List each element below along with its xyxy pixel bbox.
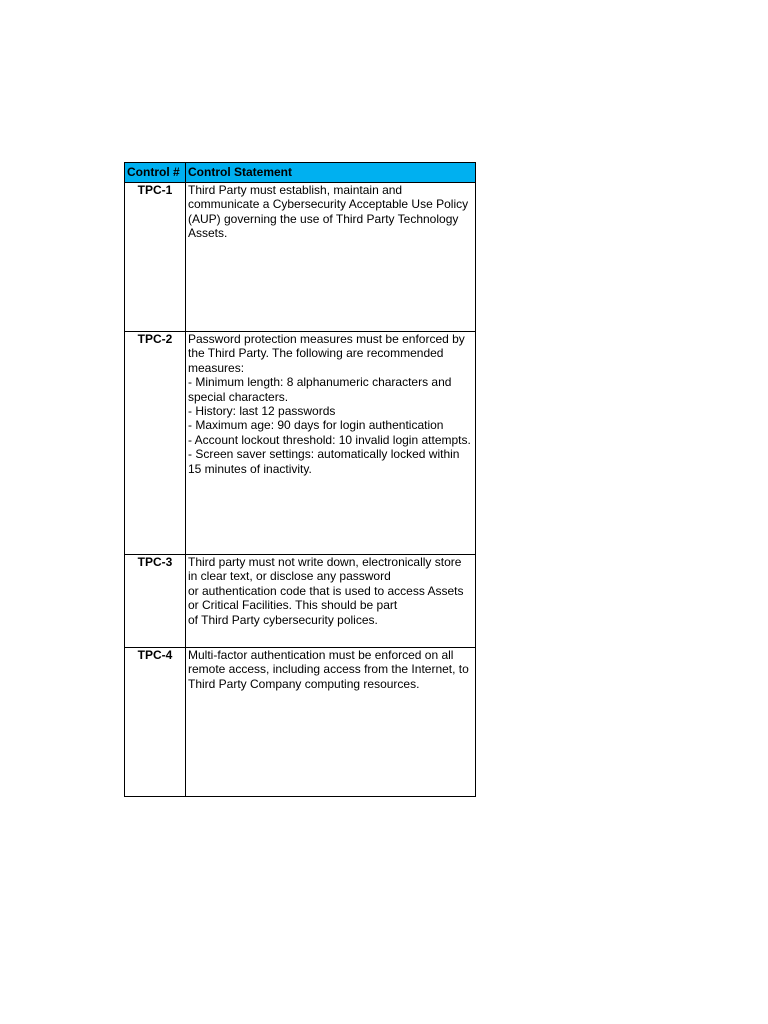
control-statement: Third party must not write down, electronically store in clear text, or disclose any password or authentication code that is used to access Assets or Critical Facilities. This should be part of Third Party cybersecurity polices. [186, 555, 476, 648]
control-id: TPC-4 [125, 648, 186, 797]
table-header-row [125, 163, 476, 183]
table-row [125, 555, 476, 648]
control-id: TPC-1 [125, 183, 186, 332]
control-statement: Multi-factor authentication must be enforced on all remote access, including access from the Internet, to Third Party Company computing resources. [186, 648, 476, 797]
header-control-number: Control # [125, 163, 186, 183]
control-id: TPC-3 [125, 555, 186, 648]
controls-table [124, 162, 476, 797]
table-row [125, 183, 476, 332]
control-statement: Password protection measures must be enforced by the Third Party. The following are recommended measures: - Minimum length: 8 alphanumeric characters and special characters. - History: last 12 passwords - Maximum age: 90 days for login authentication - Account lockout threshold: 10 invalid login attempts. - Screen saver settings: automatically locked within 15 minutes of inactivity. [186, 332, 476, 555]
table-row [125, 648, 476, 797]
header-control-statement: Control Statement [186, 163, 476, 183]
table-row [125, 332, 476, 555]
control-id: TPC-2 [125, 332, 186, 555]
control-statement: Third Party must establish, maintain and communicate a Cybersecurity Acceptable Use Policy (AUP) governing the use of Third Party Technology Assets. [186, 183, 476, 332]
